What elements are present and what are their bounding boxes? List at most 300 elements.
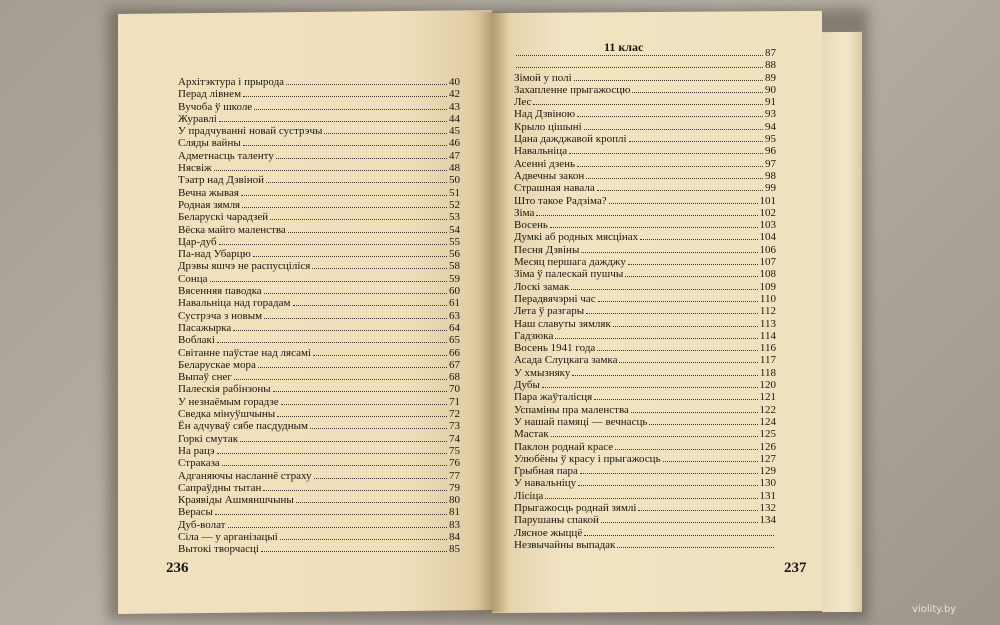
toc-entry-title: Па-над Убарцю bbox=[178, 248, 251, 261]
toc-entry-page: 108 bbox=[759, 268, 776, 281]
book-gutter bbox=[478, 12, 508, 612]
toc-entry-page: 84 bbox=[449, 530, 460, 543]
toc-entry-title: Зімой у полі bbox=[514, 71, 572, 84]
dot-leader bbox=[273, 384, 447, 392]
toc-entry bbox=[514, 84, 776, 96]
dot-leader bbox=[261, 544, 447, 552]
toc-entry-title: Грыбная пара bbox=[514, 465, 578, 478]
toc-entry-title: Перад лівнем bbox=[178, 88, 242, 101]
toc-entry-page: 52 bbox=[449, 198, 460, 211]
dot-leader bbox=[314, 471, 447, 479]
section-title: 11 клас bbox=[604, 40, 644, 54]
dot-leader bbox=[574, 73, 763, 81]
toc-entry bbox=[178, 359, 460, 371]
dot-leader bbox=[629, 134, 763, 142]
toc-entry-title: Успаміны пра маленства bbox=[514, 403, 629, 416]
dot-leader bbox=[551, 429, 758, 437]
toc-entry-title: Зіма bbox=[514, 206, 535, 219]
toc-entry-title: Выпаў снег bbox=[178, 371, 232, 384]
toc-entry-page: 98 bbox=[765, 169, 776, 182]
toc-entry-title: Вёска майго маленства bbox=[178, 223, 286, 236]
toc-entry-page: 53 bbox=[449, 211, 460, 224]
toc-entry-page: 89 bbox=[765, 71, 776, 84]
dot-leader bbox=[222, 458, 447, 466]
toc-entry-title: Тэатр над Дзвіной bbox=[178, 174, 264, 187]
toc-entry-title: Восень bbox=[514, 219, 548, 232]
toc-entry bbox=[178, 199, 460, 211]
toc-entry-page: 77 bbox=[449, 469, 460, 482]
toc-entry bbox=[514, 47, 776, 59]
toc-entry-title: Страшная навала bbox=[514, 182, 595, 195]
toc-entry bbox=[514, 379, 776, 391]
toc-entry bbox=[178, 334, 460, 346]
dot-leader bbox=[253, 249, 447, 257]
toc-entry bbox=[514, 539, 776, 551]
toc-entry-page: 73 bbox=[449, 420, 460, 433]
toc-entry-page: 63 bbox=[449, 309, 460, 322]
toc-entry bbox=[178, 445, 460, 457]
toc-entry-page: 65 bbox=[449, 334, 460, 347]
toc-entry-title: Незвычайны выпадак bbox=[514, 538, 616, 551]
toc-entry bbox=[178, 543, 460, 555]
toc-entry bbox=[178, 174, 460, 186]
toc-entry-page: 67 bbox=[449, 358, 460, 371]
dot-leader bbox=[281, 397, 447, 405]
toc-entry-title: Паклон роднай красе bbox=[514, 440, 614, 453]
toc-entry-title: Лясное жыццё bbox=[514, 526, 583, 539]
toc-entry bbox=[178, 531, 460, 543]
toc-entry bbox=[514, 170, 776, 182]
toc-entry-title: Гадзюка bbox=[514, 329, 554, 342]
dot-leader bbox=[276, 151, 447, 159]
toc-entry-title: Лес bbox=[514, 96, 532, 109]
toc-entry-page: 81 bbox=[449, 506, 460, 519]
toc-entry-title: На рацэ bbox=[178, 444, 215, 457]
dot-leader bbox=[632, 85, 763, 93]
toc-entry-page: 47 bbox=[449, 149, 460, 162]
toc-entry bbox=[514, 527, 776, 539]
dot-leader bbox=[293, 298, 448, 306]
dot-leader bbox=[649, 417, 757, 425]
toc-entry-title: Прыгажосць роднай зямлі bbox=[514, 501, 637, 514]
toc-entry-title: Світанне паўстае над лясамі bbox=[178, 346, 312, 359]
toc-entry-page: 127 bbox=[759, 452, 776, 465]
toc-entry bbox=[514, 231, 776, 243]
toc-entry-page: 107 bbox=[759, 256, 776, 269]
dot-leader bbox=[258, 360, 447, 368]
toc-entry-page: 50 bbox=[449, 174, 460, 187]
toc-entry-page: 94 bbox=[765, 120, 776, 133]
toc-entry-page: 126 bbox=[759, 440, 776, 453]
toc-entry-page: 129 bbox=[759, 465, 776, 478]
toc-entry-title: Вытокі творчасці bbox=[178, 543, 259, 556]
toc-entry-page: 80 bbox=[449, 494, 460, 507]
toc-entry-title: Навальніца bbox=[514, 145, 568, 158]
toc-entry bbox=[514, 465, 776, 477]
toc-entry bbox=[178, 371, 460, 383]
dot-leader bbox=[613, 319, 758, 327]
toc-entry-page: 75 bbox=[449, 444, 460, 457]
toc-entry bbox=[514, 490, 776, 502]
dot-leader bbox=[577, 109, 763, 117]
dot-leader bbox=[586, 171, 763, 179]
toc-entry bbox=[514, 281, 776, 293]
toc-entry-page: 96 bbox=[765, 145, 776, 158]
toc-entry bbox=[514, 133, 776, 145]
toc-entry bbox=[178, 137, 460, 149]
dot-leader bbox=[584, 528, 774, 536]
dot-leader bbox=[516, 60, 763, 68]
toc-entry bbox=[514, 158, 776, 170]
dot-leader bbox=[586, 306, 758, 314]
toc-entry-title: Цар-дуб bbox=[178, 235, 217, 248]
toc-entry-title: У навальніцу bbox=[514, 477, 577, 490]
toc-entry-title: Захапленне прыгажосцю bbox=[514, 83, 631, 96]
toc-entry-page: 40 bbox=[449, 76, 460, 88]
toc-entry-title: Наш славуты зямляк bbox=[514, 317, 611, 330]
toc-entry bbox=[178, 150, 460, 162]
toc-entry bbox=[514, 59, 776, 71]
toc-entry-page: 121 bbox=[759, 391, 776, 404]
toc-entry-page: 51 bbox=[449, 186, 460, 199]
dot-leader bbox=[219, 114, 447, 122]
toc-entry-title: Сапраўдны тытан bbox=[178, 481, 262, 494]
dot-leader bbox=[617, 540, 774, 548]
toc-entry-page: 85 bbox=[449, 543, 460, 556]
toc-entry bbox=[178, 125, 460, 137]
toc-entry-page: 56 bbox=[449, 248, 460, 261]
toc-entry bbox=[178, 322, 460, 334]
toc-entry-page: 46 bbox=[449, 137, 460, 150]
toc-entry bbox=[514, 441, 776, 453]
dot-leader bbox=[277, 409, 447, 417]
toc-entry bbox=[178, 224, 460, 236]
toc-entry-title: Вечна жывая bbox=[178, 186, 239, 199]
toc-entry bbox=[514, 404, 776, 416]
dot-leader bbox=[288, 225, 447, 233]
dot-leader bbox=[619, 355, 757, 363]
toc-entry-page: 97 bbox=[765, 157, 776, 170]
toc-entry bbox=[514, 256, 776, 268]
toc-entry bbox=[178, 273, 460, 285]
toc-entry-title: Вучоба ў школе bbox=[178, 100, 253, 113]
dot-leader bbox=[310, 421, 447, 429]
toc-entry-page: 61 bbox=[449, 297, 460, 310]
dot-leader bbox=[569, 146, 763, 154]
toc-entry-title: Дуб-волат bbox=[178, 518, 226, 531]
toc-entry-page: 104 bbox=[759, 231, 776, 244]
dot-leader bbox=[533, 97, 763, 105]
toc-entry bbox=[514, 121, 776, 133]
toc-entry-page: 113 bbox=[759, 317, 776, 330]
toc-entry-title: Думкі аб родных мясцінах bbox=[514, 231, 639, 244]
toc-entry-page: 124 bbox=[759, 415, 776, 428]
toc-entry bbox=[178, 260, 460, 272]
toc-entry bbox=[514, 293, 776, 305]
dot-leader bbox=[516, 48, 763, 56]
dot-leader bbox=[264, 311, 447, 319]
toc-entry bbox=[514, 145, 776, 157]
toc-entry-title: Сонца bbox=[178, 272, 208, 285]
dot-leader bbox=[280, 532, 447, 540]
toc-entry-title: Пасажырка bbox=[178, 321, 232, 334]
dot-leader bbox=[270, 212, 447, 220]
toc-entry-title: Беларускае мора bbox=[178, 358, 256, 371]
dot-leader bbox=[243, 89, 447, 97]
toc-entry bbox=[514, 108, 776, 120]
dot-leader bbox=[598, 294, 758, 302]
toc-entry-page: 83 bbox=[449, 518, 460, 531]
toc-entry bbox=[514, 367, 776, 379]
page-number-left: 236 bbox=[166, 560, 189, 576]
toc-entry-title: Лоскі замак bbox=[514, 280, 570, 293]
toc-entry-page: 66 bbox=[449, 346, 460, 359]
toc-entry bbox=[514, 207, 776, 219]
toc-entry bbox=[514, 428, 776, 440]
toc-entry-title: Дубы bbox=[514, 379, 540, 392]
toc-entry-title: Палескія рабінзоны bbox=[178, 383, 271, 396]
toc-entry-page: 117 bbox=[759, 354, 776, 367]
dot-leader bbox=[296, 495, 447, 503]
toc-entry-page: 99 bbox=[765, 182, 776, 195]
toc-entry bbox=[514, 342, 776, 354]
toc-entry-page: 114 bbox=[759, 329, 776, 342]
toc-entry bbox=[514, 72, 776, 84]
toc-entry-page: 55 bbox=[449, 235, 460, 248]
toc-entry-page: 132 bbox=[759, 501, 776, 514]
toc-entry bbox=[178, 101, 460, 113]
dot-leader bbox=[571, 282, 757, 290]
page-edge bbox=[822, 32, 862, 612]
toc-entry-title: Вясенняя паводка bbox=[178, 285, 262, 298]
toc-entry bbox=[178, 236, 460, 248]
toc-entry bbox=[178, 506, 460, 518]
toc-entry-title: Песня Дзвіны bbox=[514, 243, 580, 256]
toc-entry-title: Над Дзвіною bbox=[514, 108, 576, 121]
toc-entry-title: Краявіды Ашмяншчыны bbox=[178, 494, 294, 507]
right-table-of-contents bbox=[514, 47, 776, 551]
toc-entry bbox=[514, 502, 776, 514]
toc-entry-page: 120 bbox=[759, 379, 776, 392]
toc-entry-page: 43 bbox=[449, 100, 460, 113]
toc-entry-page: 134 bbox=[759, 514, 776, 527]
toc-entry-page: 87 bbox=[765, 47, 776, 59]
toc-entry bbox=[514, 477, 776, 489]
dot-leader bbox=[243, 138, 447, 146]
dot-leader bbox=[240, 434, 447, 442]
dot-leader bbox=[631, 405, 758, 413]
dot-leader bbox=[228, 520, 448, 528]
dot-leader bbox=[254, 102, 447, 110]
toc-entry-title: Беларускі чарадзей bbox=[178, 211, 269, 224]
dot-leader bbox=[601, 515, 758, 523]
toc-entry bbox=[178, 285, 460, 297]
toc-entry-page: 103 bbox=[759, 219, 776, 232]
dot-leader bbox=[640, 232, 757, 240]
dot-leader bbox=[609, 196, 758, 204]
toc-entry bbox=[178, 420, 460, 432]
toc-entry-page: 79 bbox=[449, 481, 460, 494]
dot-leader bbox=[233, 323, 447, 331]
toc-entry-title: Лісіца bbox=[514, 489, 544, 502]
toc-entry-page: 45 bbox=[449, 125, 460, 138]
dot-leader bbox=[545, 491, 757, 499]
toc-entry bbox=[178, 76, 460, 88]
dot-leader bbox=[578, 478, 757, 486]
toc-entry-page: 131 bbox=[759, 489, 776, 502]
toc-entry-title: Журавлі bbox=[178, 112, 217, 125]
toc-entry-title: Восень 1941 года bbox=[514, 342, 596, 355]
toc-entry bbox=[514, 96, 776, 108]
dot-leader bbox=[580, 466, 758, 474]
toc-entry bbox=[514, 416, 776, 428]
dot-leader bbox=[266, 175, 447, 183]
toc-entry-page: 74 bbox=[449, 432, 460, 445]
toc-entry bbox=[514, 268, 776, 280]
toc-entry-page: 48 bbox=[449, 162, 460, 175]
toc-entry-page: 88 bbox=[765, 59, 776, 72]
toc-entry-title: Горкі смутак bbox=[178, 432, 239, 445]
dot-leader bbox=[615, 442, 757, 450]
dot-leader bbox=[638, 503, 757, 511]
dot-leader bbox=[597, 343, 758, 351]
toc-entry bbox=[178, 113, 460, 125]
dot-leader bbox=[594, 392, 757, 400]
dot-leader bbox=[313, 348, 447, 356]
page-number-right: 237 bbox=[784, 560, 807, 576]
dot-leader bbox=[572, 368, 758, 376]
toc-entry bbox=[178, 519, 460, 531]
dot-leader bbox=[536, 208, 757, 216]
toc-entry-page: 130 bbox=[759, 477, 776, 490]
toc-entry bbox=[178, 88, 460, 100]
toc-entry-page: 72 bbox=[449, 408, 460, 421]
toc-entry-page: 95 bbox=[765, 133, 776, 146]
toc-entry bbox=[514, 318, 776, 330]
toc-entry bbox=[514, 330, 776, 342]
toc-entry bbox=[178, 310, 460, 322]
toc-entry-page: 60 bbox=[449, 285, 460, 298]
toc-entry-page: 70 bbox=[449, 383, 460, 396]
toc-entry-page: 76 bbox=[449, 457, 460, 470]
dot-leader bbox=[555, 331, 758, 339]
toc-entry-page: 118 bbox=[759, 366, 776, 379]
toc-entry-page: 91 bbox=[765, 96, 776, 109]
toc-entry-title: Асада Слуцкага замка bbox=[514, 354, 618, 367]
dot-leader bbox=[577, 159, 763, 167]
toc-entry-title: Ён адчуваў сябе пасдудным bbox=[178, 420, 308, 433]
toc-entry bbox=[514, 354, 776, 366]
dot-leader bbox=[542, 380, 758, 388]
dot-leader bbox=[215, 507, 447, 515]
toc-entry-title: Парушаны спакой bbox=[514, 514, 599, 527]
toc-entry bbox=[178, 408, 460, 420]
toc-entry-title: Навальніца над горадам bbox=[178, 297, 291, 310]
toc-entry bbox=[178, 470, 460, 482]
toc-entry-title: У прадчуванні новай сустрэчы bbox=[178, 125, 323, 138]
toc-entry-title: Перадвячэрні час bbox=[514, 292, 596, 305]
toc-entry-page: 112 bbox=[759, 305, 776, 318]
toc-entry bbox=[514, 453, 776, 465]
toc-entry bbox=[178, 482, 460, 494]
toc-entry-title: Што такое Радзіма? bbox=[514, 194, 607, 207]
toc-entry-title: Архітэктура і прырода bbox=[178, 76, 285, 88]
dot-leader bbox=[219, 237, 447, 245]
toc-entry bbox=[514, 514, 776, 526]
toc-entry-page: 54 bbox=[449, 223, 460, 236]
toc-entry-page: 106 bbox=[759, 243, 776, 256]
toc-entry-page: 68 bbox=[449, 371, 460, 384]
toc-entry-page: 64 bbox=[449, 321, 460, 334]
toc-entry-title: Адганяючы насланнё страху bbox=[178, 469, 312, 482]
toc-entry bbox=[178, 211, 460, 223]
toc-entry-title: Адметнасць таленту bbox=[178, 149, 274, 162]
toc-entry-title: Сустрэча з новым bbox=[178, 309, 263, 322]
toc-entry-title: Пара жаўталісця bbox=[514, 391, 593, 404]
left-table-of-contents bbox=[178, 76, 460, 556]
toc-entry bbox=[514, 182, 776, 194]
toc-entry-page: 109 bbox=[759, 280, 776, 293]
toc-entry bbox=[178, 162, 460, 174]
toc-entry bbox=[178, 187, 460, 199]
dot-leader bbox=[625, 269, 757, 277]
dot-leader bbox=[312, 261, 447, 269]
toc-entry-page: 116 bbox=[759, 342, 776, 355]
dot-leader bbox=[217, 446, 447, 454]
toc-entry-title: Лета ў разгары bbox=[514, 305, 585, 318]
toc-entry-title: Сляды вайны bbox=[178, 137, 241, 150]
toc-entry bbox=[178, 396, 460, 408]
dot-leader bbox=[263, 483, 447, 491]
toc-entry-title: Крыло цішыні bbox=[514, 120, 582, 133]
toc-entry bbox=[178, 248, 460, 260]
toc-entry-page: 71 bbox=[449, 395, 460, 408]
toc-entry-title: Нясвіж bbox=[178, 162, 212, 175]
toc-entry-page: 122 bbox=[759, 403, 776, 416]
toc-entry-title: Страказа bbox=[178, 457, 220, 470]
toc-entry bbox=[178, 383, 460, 395]
toc-entry-title: Сіла — у арганізацыі bbox=[178, 530, 278, 543]
toc-entry-title: Сведка мінуўшчыны bbox=[178, 408, 276, 421]
dot-leader bbox=[584, 122, 763, 130]
toc-entry bbox=[514, 195, 776, 207]
toc-entry-page: 42 bbox=[449, 88, 460, 101]
dot-leader bbox=[210, 274, 448, 282]
toc-entry-page: 90 bbox=[765, 83, 776, 96]
toc-entry-title: Воблакі bbox=[178, 334, 215, 347]
toc-entry-title: Адвечны закон bbox=[514, 169, 585, 182]
toc-entry-title: У нашай памяці — вечнасць bbox=[514, 415, 648, 428]
dot-leader bbox=[286, 77, 447, 85]
toc-entry-title: Верасы bbox=[178, 506, 213, 519]
dot-leader bbox=[597, 183, 763, 191]
dot-leader bbox=[581, 245, 757, 253]
toc-entry bbox=[178, 457, 460, 469]
toc-entry bbox=[514, 391, 776, 403]
toc-entry bbox=[178, 297, 460, 309]
dot-leader bbox=[234, 372, 447, 380]
toc-entry-page: 102 bbox=[759, 206, 776, 219]
dot-leader bbox=[663, 454, 758, 462]
toc-entry-page: 58 bbox=[449, 260, 460, 273]
dot-leader bbox=[324, 126, 447, 134]
toc-entry-page: 59 bbox=[449, 272, 460, 285]
toc-entry-title: Дрэвы яшчэ не распусціліся bbox=[178, 260, 311, 273]
dot-leader bbox=[241, 188, 447, 196]
toc-entry-page: 125 bbox=[759, 428, 776, 441]
toc-entry-page: 101 bbox=[759, 194, 776, 207]
toc-entry-title: Мастак bbox=[514, 428, 549, 441]
